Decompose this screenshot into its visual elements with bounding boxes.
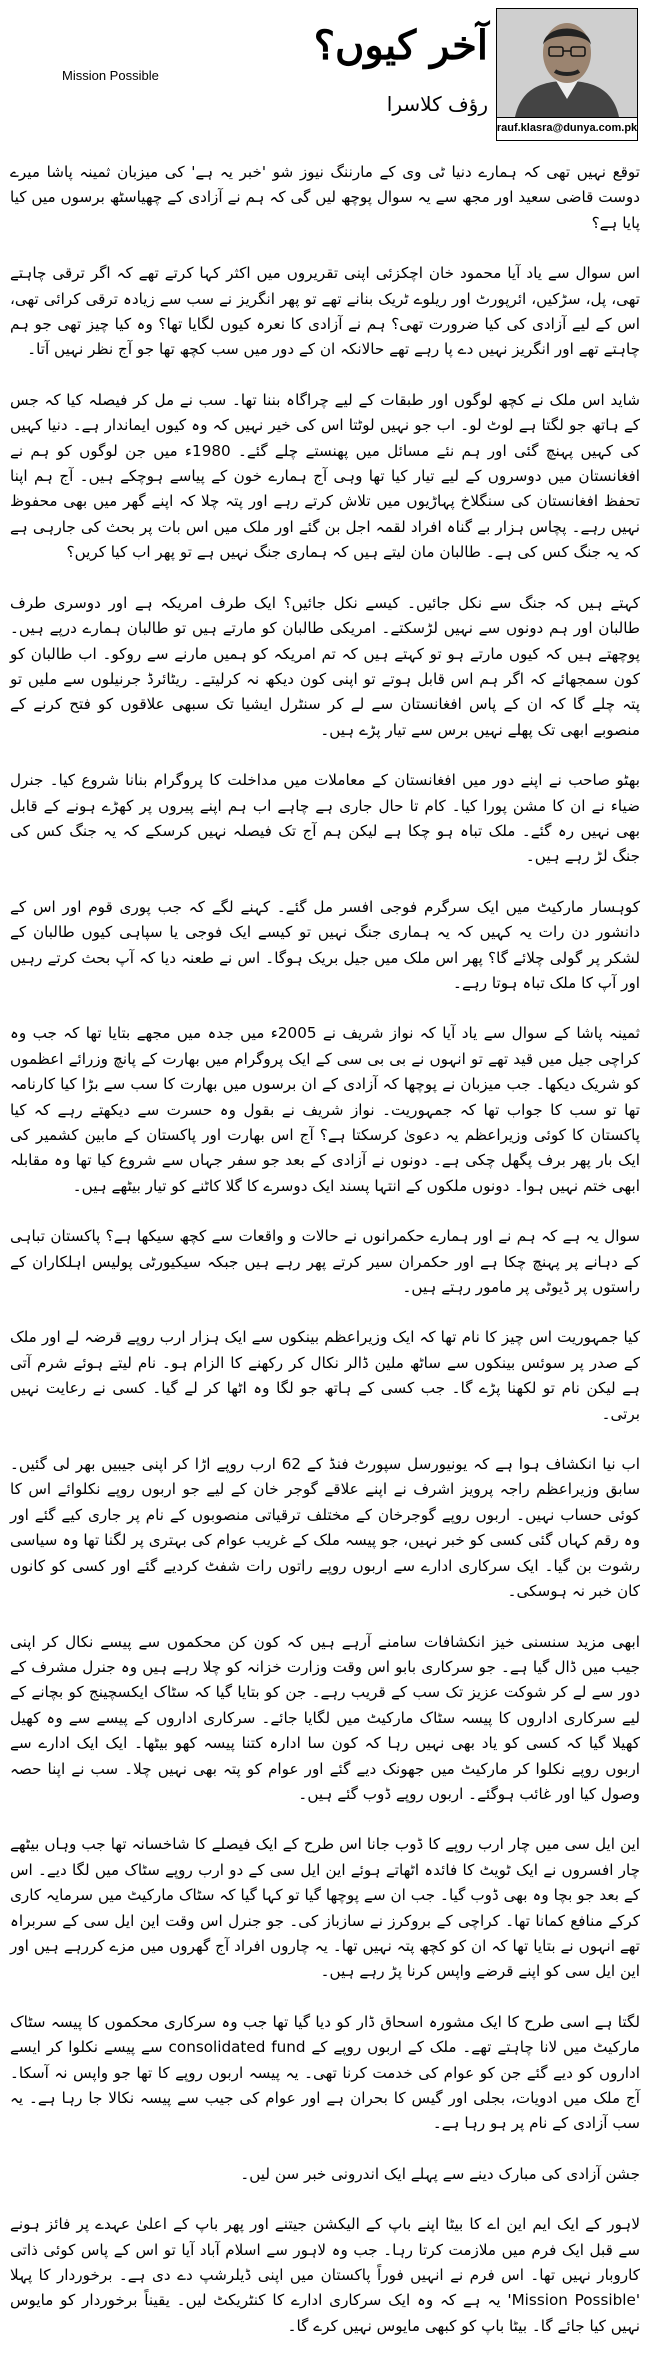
paragraph: ثمینہ پاشا کے سوال سے یاد آیا کہ نواز شریف نے 2005ء میں جدہ میں مجھے بتایا تھا کہ جب وہ کراچی جیل میں قید تھے تو انہوں نے بی بی سی کے ایک پروگرام میں بھارت کے پانچ وزرائے اعظموں کو شریک دیکھا۔ جب میزبان نے پوچھا کہ آزادی کے ان برسوں میں بھارت کا سب سے بڑا کیا کارنامہ تھا تو سب کا جواب تھا کہ جمہوریت۔ نواز شریف نے بقول وہ حسرت سے دیکھتے رہے کہ کیا پاکستان کا کوئی وزیراعظم یہ دعویٰ کرسکتا ہے؟ آج اس بھارت اور پاکستان کے مابین کشمیر کی ایک بار پھر برف پگھل چکی ہے۔ دونوں نے آزادی کے بعد جو سفر جہاں سے شروع کیا تھا وہ مقابلہ ابھی ختم نہیں ہوا۔ دونوں ملکوں کے انتہا پسند ایک دوسرے کا گلا کاٹنے کو تیار بیٹھے ہیں۔ xyxy=(10,1024,640,1195)
author-email: rauf.klasra@dunya.com.pk xyxy=(496,116,638,141)
article-headline: Mission Possible xyxy=(62,68,159,83)
paragraph: توقع نہیں تھی کہ ہمارے دنیا ٹی وی کے مارننگ نیوز شو 'خبر یہ ہے' کی میزبان ثمینہ پاشا میرے دوست قاضی سعید اور مجھ سے یہ سوال پوچھ لیں گی کہ ہم نے آزادی کے چھیاسٹھ برسوں میں کیا پایا ہے؟ xyxy=(10,163,640,232)
paragraph: بھٹو صاحب نے اپنے دور میں افغانستان کے معاملات میں مداخلت کا پروگرام بنانا شروع کیا۔ جنرل ضیاء نے ان کا مشن پورا کیا۔ کام تا حال جاری ہے چاہے اب ہم اپنے پیروں پر کھڑے ہونے کے قابل بھی نہیں رہ گئے۔ ملک تباہ ہو چکا ہے لیکن ہم آج تک فیصلہ نہیں کرسکے کہ یہ جنگ کس کی جنگ لڑ رہے ہیں۔ xyxy=(10,771,640,866)
paragraph: کیا جمہوریت اس چیز کا نام تھا کہ ایک وزیراعظم بینکوں سے ایک ہزار ارب روپے قرضہ لے اور ملک کے صدر پر سوئس بینکوں سے ساٹھ ملین ڈالر نکال کر رکھنے کا الزام ہو۔ نام لیتے ہوئے شرم آتی ہے لیکن نام تو لکھنا پڑے گا۔ جب کسی کے ہاتھ جو لگا وہ اٹھا کر لے گیا۔ کسی نے رعایت نہیں برتی۔ xyxy=(10,1328,640,1423)
author-portrait-icon xyxy=(497,9,637,117)
paragraph: کہتے ہیں کہ جنگ سے نکل جائیں۔ کیسے نکل جائیں؟ ایک طرف امریکہ ہے اور دوسری طرف طالبان اور ہم دونوں سے نہیں لڑسکتے۔ امریکی طالبان کو مارتے ہیں تو طالبان ہمارے درپے ہیں۔ پوچھتے ہیں کہ کیوں مارتے ہو تو کہتے ہیں کہ تم امریکہ کو ہمیں مارنے سے روکو۔ اب طالبان کو کون سمجھائے کہ اگر ہم اس قابل ہوتے تو اپنی کون دیکھ نہ کرلیتے۔ ریٹائرڈ جرنیلوں سے ملیں تو پتہ چلے گا کہ ان کے پاس افغانستان سے لے کر سنٹرل ایشیا تک سبھی علاقوں کو فتح کرنے کے منصوبے ابھی تک پھلے نہیں برس سے تیار پڑے ہیں۔ xyxy=(10,593,640,739)
author-name: رؤف کلاسرا xyxy=(386,92,488,116)
paragraph: لگتا ہے اسی طرح کا ایک مشورہ اسحاق ڈار کو دیا گیا تھا جب وہ سرکاری محکموں کا پیسہ سٹاک مارکیٹ میں لانا چاہتے تھے۔ ملک کے اربوں روپے کے consolidated fund سے پیسے نکلوا کر ایسے اداروں کو دیے گئے جن کو عوام کی خدمت کرنا تھی۔ یہ پیسہ اربوں روپے کا تھا جو واپس نہ آسکا۔ آج ملک میں ادویات، بجلی اور گیس کا بحران ہے اور عوام کی جیب سے پیسہ نکالا جا رہا ہے۔ یہ سب آزادی کے نام پر ہو رہا ہے۔ xyxy=(10,2012,641,2133)
paragraph: جشن آزادی کی مبارک دینے سے پہلے ایک اندرونی خبر سن لیں۔ xyxy=(240,2164,640,2183)
author-photo xyxy=(496,8,638,118)
paragraph: کوہسار مارکیٹ میں ایک سرگرم فوجی افسر مل گئے۔ کہنے لگے کہ جب پوری قوم اور اس کے دانشور دن رات یہ کہیں کہ یہ ہماری جنگ نہیں تو کیسے ایک فوجی یا سپاہی کیوں طالبان کے لشکر پر گولی چلائے گا؟ پھر اس ملک میں جیل بریک ہوگا۔ اس نے طعنہ دیا کہ آپ بحث کرتے رہیں اور آپ کا ملک تباہ ہوتا رہے۔ xyxy=(10,897,640,992)
column-masthead xyxy=(308,8,638,148)
paragraph: اس سوال سے یاد آیا محمود خان اچکزئی اپنی تقریروں میں اکثر کہا کرتے تھے کہ اگر ترقی چاہتے تھی، پل، سڑکیں، ائرپورٹ اور ریلوے ٹریک بنانے تھے تو پھر انگریز نے سب سے زیادہ ترقی کرائی تھی، اس کے لیے آزادی کی کیا ضرورت تھی؟ ہم نے آزادی کا نعرہ کیوں لگایا تھا؟ وہ کیا چیز تھی جو ہم چاہتے تھے اور انگریز نہیں دے پا رہے تھے حالانکہ ان کے دور میں سب کچھ تھا جو آج نظر نہیں آتا۔ xyxy=(10,264,640,359)
paragraph: سوال یہ ہے کہ ہم نے اور ہمارے حکمرانوں نے حالات و واقعات سے کچھ سیکھا ہے؟ پاکستان تباہی کے دہانے پر پہنچ چکا ہے اور حکمران سیر کرتے پھر رہے ہیں جبکہ سیکیورٹی پولیس اہلکاران کے راستوں پر ڈیوٹی پر مامور رہتے ہیں۔ xyxy=(10,1227,640,1297)
paragraph: شاید اس ملک نے کچھ لوگوں اور طبقات کے لیے چراگاہ بننا تھا۔ سب نے مل کر فیصلہ کیا کہ جس کے ہاتھ جو لگتا ہے لوٹ لو۔ اب جو نہیں لوٹتا اس کی خیر نہیں کہ وہ کیوں ایماندار ہے۔ دنیا کہیں کی کہیں پہنچ گئی اور ہم نئے مسائل میں پھنستے چلے گئے۔ 1980ء میں جن لوگوں کو ہم نے افغانستان میں دوسروں کے لیے تیار کیا تھا وہی آج ہمارے خون کے پیاسے ہوچکے ہیں۔ آج ہم اپنا تحفظ افغانستان کی سنگلاخ پہاڑیوں میں تلاش کرتے رہے اور پتہ چلا کہ اپنے گھر میں بھی محفوظ نہیں رہے۔ پچاس ہزار بے گناہ افراد لقمہ اجل بن گئے اور ملک میں اس بات پر بحث کی جارہی ہے کہ یہ جنگ کس کی ہے۔ طالبان مان لیتے ہیں کہ ہماری جنگ نہیں ہے تو پھر اب کیا کریں؟ xyxy=(10,390,640,562)
paragraph: ابھی مزید سنسنی خیز انکشافات سامنے آرہے ہیں کہ کون کن محکموں سے پیسے نکال کر اپنی جیب میں ڈال گیا ہے۔ جو سرکاری بابو اس وقت وزارت خزانہ کو چلا رہے ہیں وہ جنرل مشرف کے دور سے لے کر شوکت عزیز تک سب کے قریب رہے۔ جن کو بتایا گیا کہ سٹاک ایکسچینج کو بچانے کے لیے سرکاری اداروں کا پیسہ سٹاک مارکیٹ میں لگایا جائے۔ سرکاری اداروں کے پیسے سے وہ کھیل کھیلا گیا کہ کسی کو یاد بھی نہیں رہا کہ کون سا ادارہ کتنا پیسہ کھو بیٹھا۔ ایک ایک ادارے سے اربوں روپے نکلوا کر مارکیٹ میں جھونک دیے گئے اور عوام کو پتہ بھی نہیں چلا۔ سب نے اپنا حصہ وصول کیا اور غائب ہوگئے۔ اربوں روپے ڈوب گئے ہیں۔ xyxy=(10,1632,640,1803)
paragraph: اب نیا انکشاف ہوا ہے کہ یونیورسل سپورٹ فنڈ کے 62 ارب روپے اڑا کر اپنی جیبیں بھر لی گئیں۔ سابق وزیراعظم راجہ پرویز اشرف نے اپنے علاقے گوجر خان کے لیے جو اربوں روپے نکلوائے اس کا کوئی حساب نہیں۔ اربوں روپے گوجرخان کے مختلف ترقیاتی منصوبوں کے نام پر جاری کیے گئے اور وہ رقم کہاں گئی کسی کو خبر نہیں، جو پیسہ ملک کے غریب عوام کی بہتری پر لگنا تھا وہ سیاسی رشوت بن گیا۔ ایک سرکاری ادارے سے اربوں روپے راتوں رات شفٹ کردیے گئے اور کسی کو کانوں کان خبر نہ ہوسکی۔ xyxy=(10,1455,640,1601)
paragraph: لاہور کے ایک ایم این اے کا بیٹا اپنے باپ کے الیکشن جیتنے اور پھر باپ کے اعلیٰ عہدے پر فائز ہونے سے قبل ایک فرم میں ملازمت کرتا رہا۔ جب وہ لاہور سے اسلام آباد آیا تو اس کے پاس کوئی ذاتی کاروبار نہیں تھا۔ اس فرم نے انہیں فوراً پاکستان میں اپنی ڈیلرشپ دے دی ہے۔ برخوردار کا پہلا 'Mission Possible' یہ ہے کہ وہ ایک سرکاری ادارے کا کنٹریکٹ لیں۔ یقیناً برخوردار کو مایوس نہیں کیا جائے گا۔ بیٹا باپ کو کبھی مایوس نہیں کرے گا۔ xyxy=(10,2215,640,2335)
article-body xyxy=(10,160,640,2364)
paragraph: این ایل سی میں چار ارب روپے کا ڈوب جانا اس طرح کے ایک فیصلے کا شاخسانہ تھا جب وہاں بیٹھے چار افسروں نے ایک ٹویٹ کا فائدہ اٹھاتے ہوئے این ایل سی کے دو ارب روپے سٹاک میں لگا دیے۔ اس کے بعد جو بچا وہ بھی ڈوب گیا۔ جب ان سے پوچھا گیا تو کہا گیا کہ سٹاک مارکیٹ میں سرمایہ کاری کرکے منافع کمانا تھا۔ کراچی کے بروکرز نے سازباز کی۔ جو جنرل اس وقت این ایل سی کے سربراہ تھے انہوں نے بتایا تھا کہ ان کو کچھ پتہ نہیں تھا۔ یہ چاروں افراد آج گھروں میں مزے کررہے ہیں اور این ایل سی کو اپنے قرضے واپس کرنا پڑ رہے ہیں۔ xyxy=(10,1835,640,1981)
column-title: آخر کیوں؟ xyxy=(313,22,488,69)
